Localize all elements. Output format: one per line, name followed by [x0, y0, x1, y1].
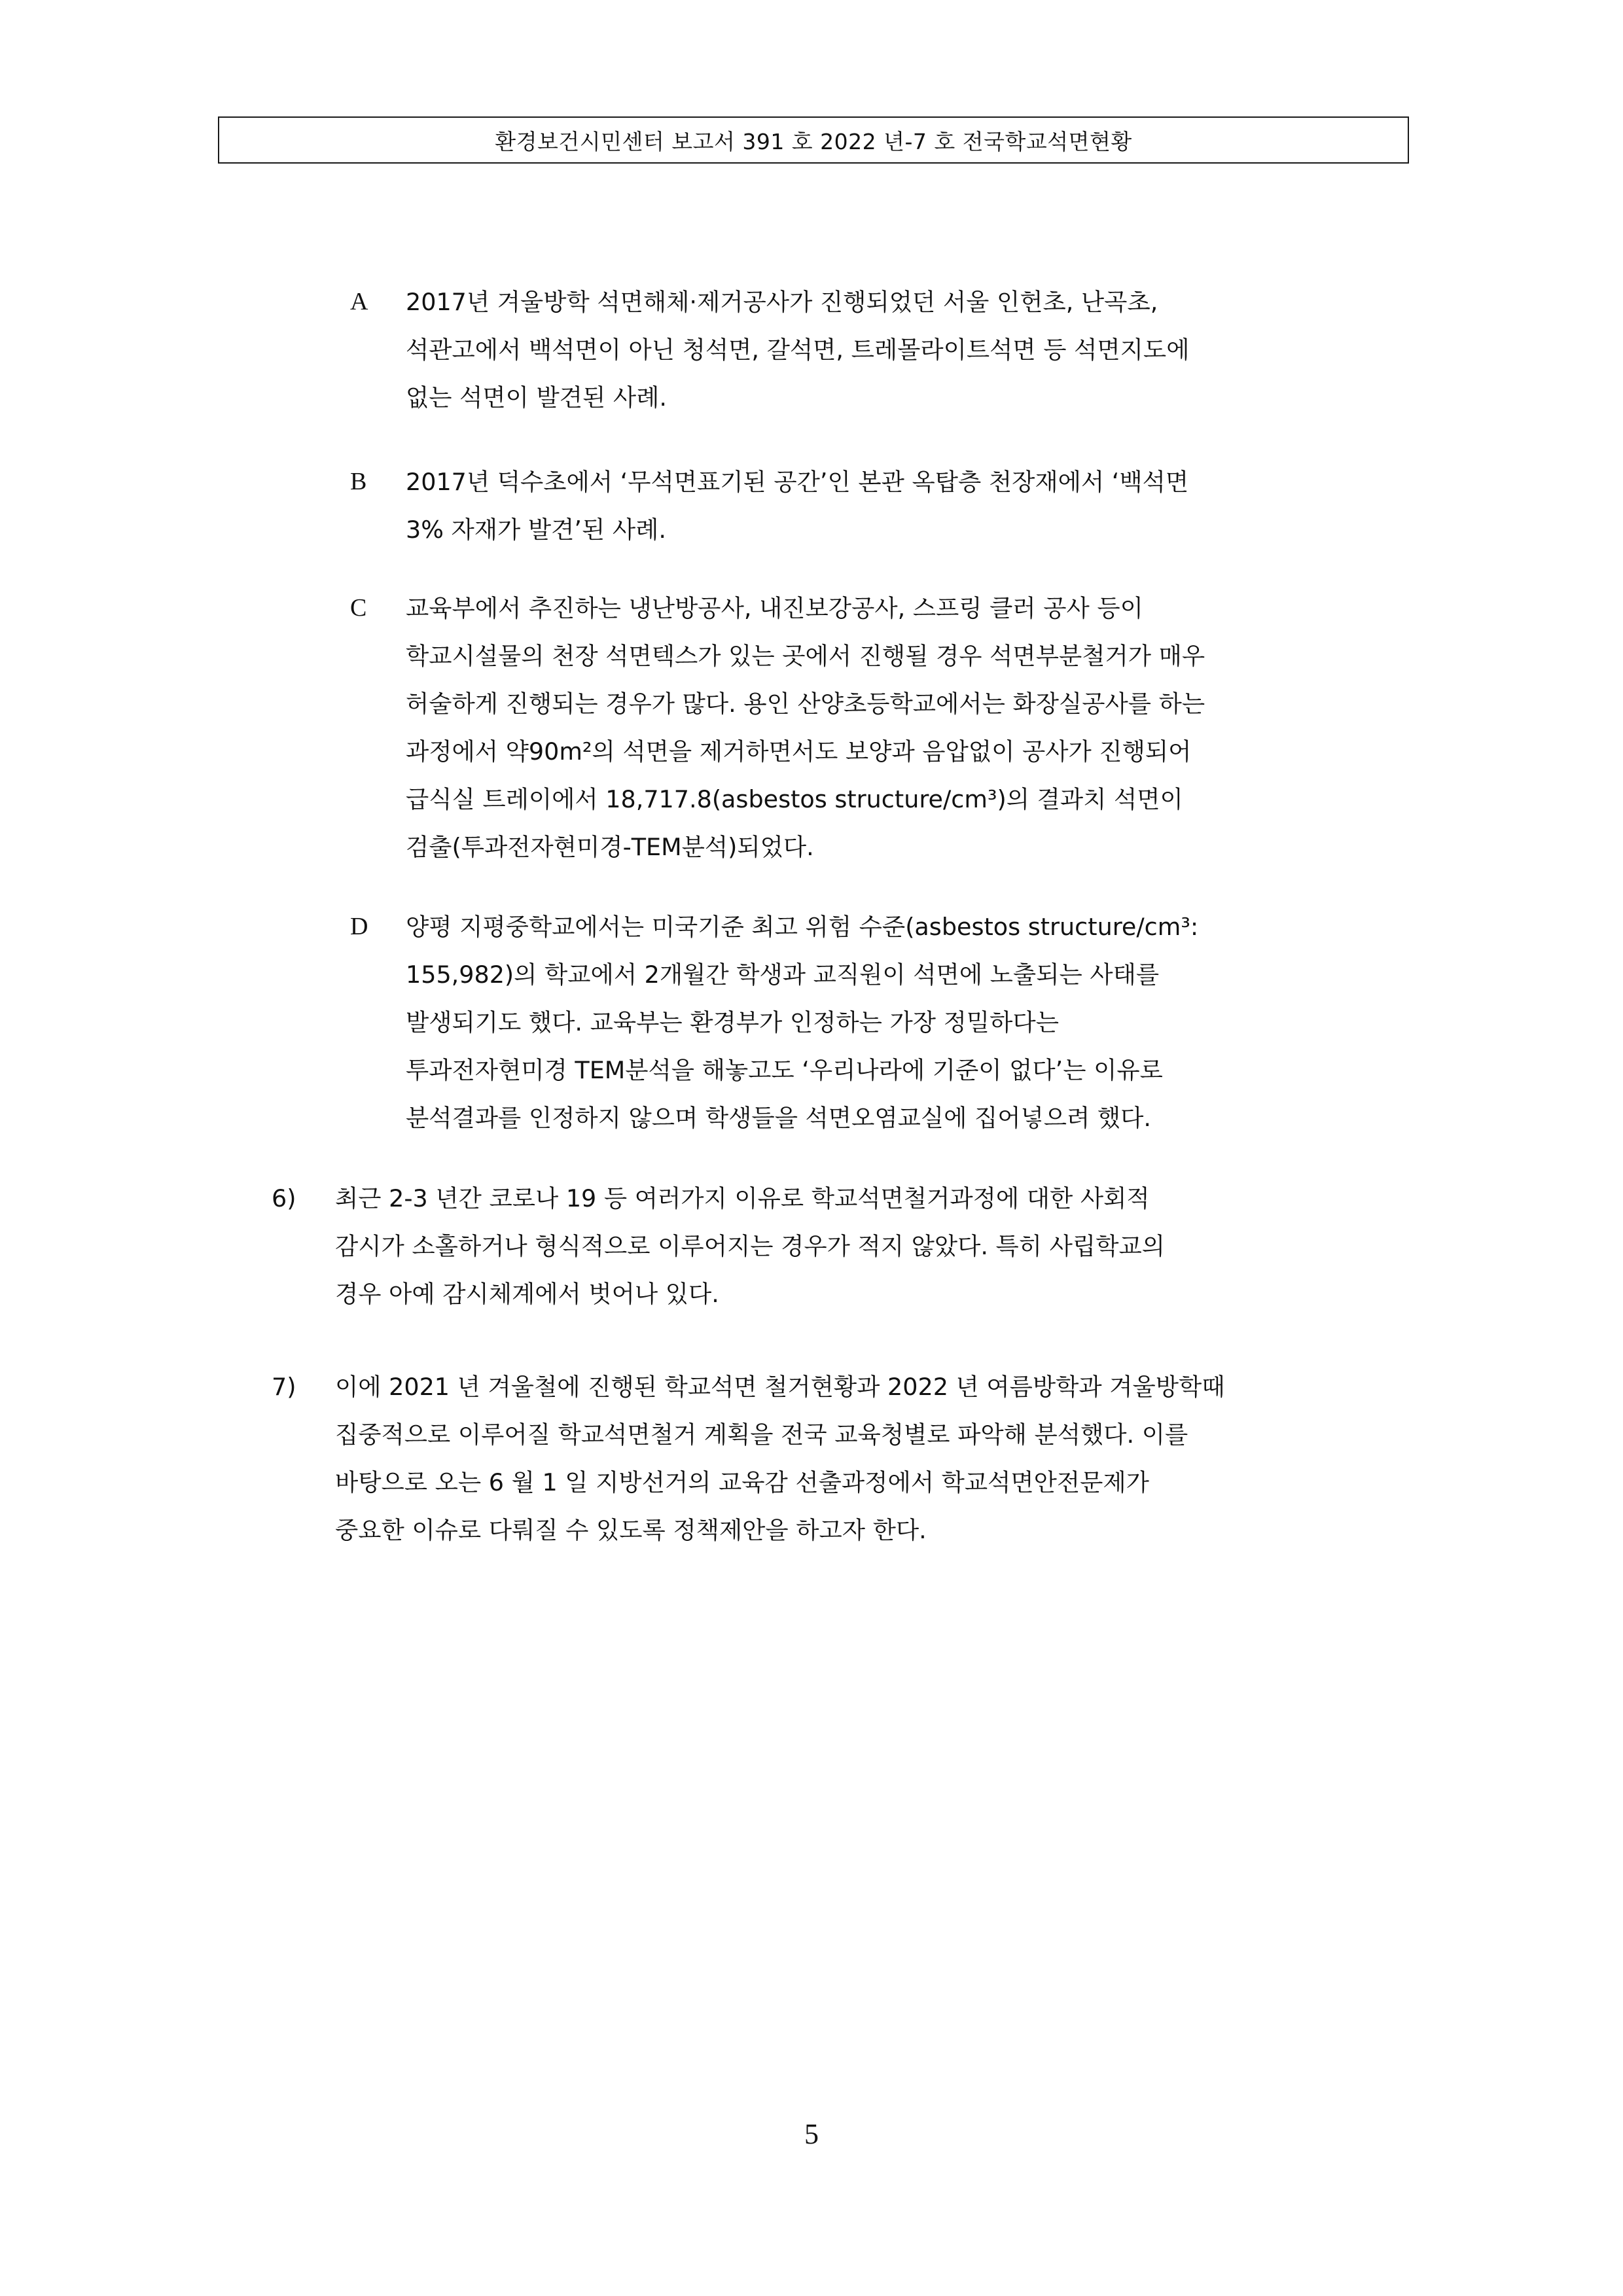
case-text-line: 학교시설물의 천장 석면텍스가 있는 곳에서 진행될 경우 석면부분철거가 매우	[406, 642, 1205, 670]
report-header-box	[218, 116, 1409, 164]
case-marker: D	[350, 913, 368, 940]
paragraph-text-line: 중요한 이슈로 다뤄질 수 있도록 정책제안을 하고자 한다.	[335, 1516, 927, 1544]
case-marker: A	[350, 288, 368, 315]
paragraph-text-line: 집중적으로 이루어질 학교석면철거 계획을 전국 교육청별로 파악해 분석했다. 이를	[335, 1421, 1188, 1449]
paragraph-text-line: 이에 2021 년 겨울철에 진행된 학교석면 철거현황과 2022 년 여름방학과 겨울방학때	[335, 1373, 1225, 1401]
case-text	[406, 458, 1427, 554]
case-text-line: 155,982)의 학교에서 2개월간 학생과 교직원이 석면에 노출되는 사태를	[406, 961, 1160, 989]
case-text-line: 석관고에서 백석면이 아닌 청석면, 갈석면, 트레몰라이트석면 등 석면지도에	[406, 336, 1190, 364]
paragraph-text	[335, 1174, 1415, 1318]
case-text-line: 분석결과를 인정하지 않으며 학생들을 석면오염교실에 집어넣으려 했다.	[406, 1104, 1151, 1132]
case-text-line: 교육부에서 추진하는 냉난방공사, 내진보강공사, 스프링 클러 공사 등이	[406, 594, 1143, 622]
paragraph-text	[335, 1363, 1415, 1554]
case-text-line: 허술하게 진행되는 경우가 많다. 용인 산양초등학교에서는 화장실공사를 하는	[406, 690, 1205, 718]
case-text-line: 2017년 덕수초에서 ‘무석면표기된 공간’인 본관 옥탑층 천장재에서 ‘백석면	[406, 468, 1189, 496]
paragraph-number: 6)	[272, 1184, 296, 1212]
case-text	[406, 903, 1427, 1142]
case-text	[406, 584, 1427, 871]
case-text-line: 발생되기도 했다. 교육부는 환경부가 인정하는 가장 정밀하다는	[406, 1008, 1059, 1036]
case-text-line: 양평 지평중학교에서는 미국기준 최고 위험 수준(asbestos structure/cm³:	[406, 913, 1199, 941]
page-number: 5	[804, 2118, 819, 2150]
case-text-line: 급식실 트레이에서 18,717.8(asbestos structure/cm³)의 결과치 석면이	[406, 785, 1183, 813]
case-text-line: 투과전자현미경 TEM분석을 해놓고도 ‘우리나라에 기준이 없다’는 이유로	[406, 1056, 1163, 1084]
case-text-line: 없는 석면이 발견된 사례.	[406, 383, 667, 412]
case-text-line: 과정에서 약90m²의 석면을 제거하면서도 보양과 음압없이 공사가 진행되어	[406, 737, 1192, 766]
case-marker: C	[350, 594, 367, 622]
case-text-line: 검출(투과전자현미경-TEM분석)되었다.	[406, 833, 814, 861]
report-header-title: 환경보건시민센터 보고서 391 호 2022 년-7 호 전국학교석면현황	[495, 128, 1132, 154]
case-marker: B	[350, 468, 367, 495]
paragraph-text-line: 감시가 소홀하거나 형식적으로 이루어지는 경우가 적지 않았다. 특히 사립학교의	[335, 1232, 1165, 1260]
paragraph-text-line: 최근 2-3 년간 코로나 19 등 여러가지 이유로 학교석면철거과정에 대한 사회적	[335, 1184, 1150, 1212]
paragraph-text-line: 경우 아예 감시체계에서 벗어나 있다.	[335, 1280, 719, 1308]
case-text-line: 3% 자재가 발견’된 사례.	[406, 516, 666, 544]
case-text	[406, 278, 1427, 421]
paragraph-number: 7)	[272, 1373, 296, 1401]
paragraph-text-line: 바탕으로 오는 6 월 1 일 지방선거의 교육감 선출과정에서 학교석면안전문제가	[335, 1468, 1149, 1496]
case-text-line: 2017년 겨울방학 석면해체·제거공사가 진행되었던 서울 인헌초, 난곡초,	[406, 288, 1158, 316]
